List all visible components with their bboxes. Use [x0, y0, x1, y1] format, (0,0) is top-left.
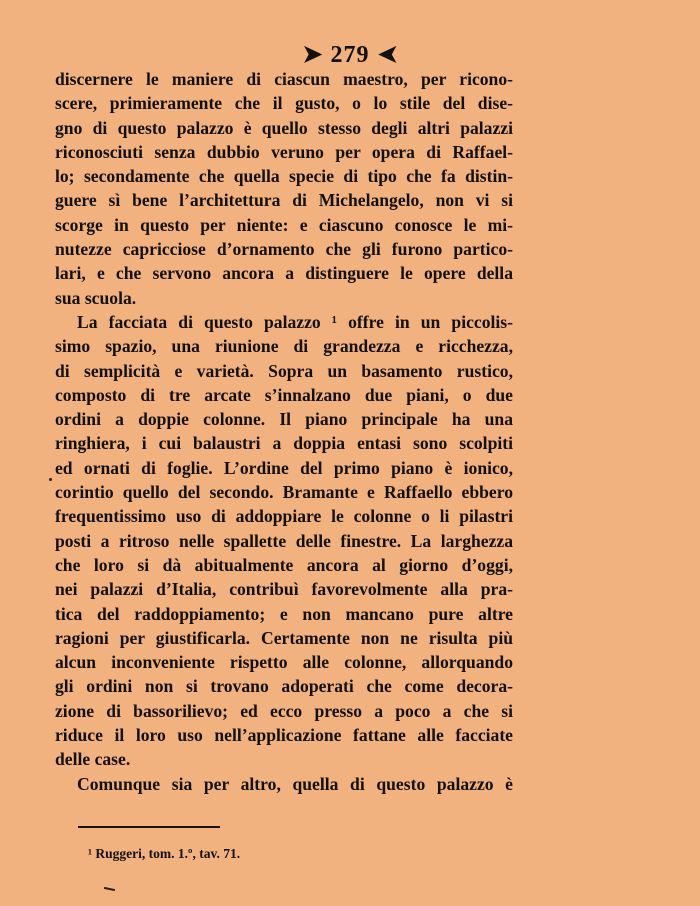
text-line: posti a ritroso nelle spallette delle finestre. La larghezza [55, 530, 513, 551]
text-line: lo; secondamente che quella specie di tipo che fa distin- [55, 166, 513, 187]
text-line: gli ordini non si trovano adoperati che come decora- [55, 676, 513, 697]
page-number-value: 279 [330, 42, 370, 68]
text-line: Comunque sia per altro, quella di questo palazzo è [77, 773, 513, 794]
text-line: tica del raddoppiamento; e non mancano pure altre [55, 603, 513, 624]
text-line: scorge in questo per niente: e ciascuno conosce le mi- [55, 214, 513, 235]
text-line: La facciata di questo palazzo ¹ offre in un piccolis- [77, 311, 513, 332]
text-line: composto di tre arcate s’innalzano due piani, o due [55, 384, 513, 405]
text-line: guere sì bene l’architettura di Michelangelo, non vi si [55, 190, 513, 211]
footnote: ¹ Ruggeri, tom. 1.º, tav. 71. [88, 846, 241, 861]
text-line: scere, primieramente che il gusto, o lo stile del dise- [55, 93, 513, 114]
text-line: simo spazio, una riunione di grandezza e ricchezza, [55, 336, 513, 357]
text-line: di semplicità e varietà. Sopra un basamento rustico, [55, 360, 513, 381]
text-line: ragioni per giustificarla. Certamente non ne risulta più [55, 627, 513, 648]
text-line: ed ornati di foglie. L’ordine del primo piano è ionico, [55, 457, 513, 478]
ink-speck [49, 478, 52, 481]
page-ornament-right: ➤ [376, 42, 398, 68]
footnote-divider [78, 826, 220, 828]
text-line: nei palazzi d’Italia, contribuì favorevolmente alla pra- [55, 579, 513, 600]
text-line: gno di questo palazzo è quello stesso degli altri palazzi [55, 117, 513, 138]
text-line: frequentissimo uso di addoppiare le colonne o li pilastri [55, 506, 513, 527]
text-line: riduce il loro uso nell’applicazione fattane alle facciate [55, 725, 513, 746]
body-text [55, 67, 513, 796]
text-line: ordini a doppie colonne. Il piano principale ha una [55, 409, 513, 430]
page-number [0, 40, 700, 69]
text-line: riconosciuti senza dubbio veruno per opera di Raffael- [55, 141, 513, 162]
text-line: corintio quello del secondo. Bramante e Raffaello ebbero [55, 482, 513, 503]
text-line: ringhiera, i cui balaustri a doppia entasi sono scolpiti [55, 433, 513, 454]
text-line: sua scuola. [55, 287, 137, 308]
text-line: che loro si dà abitualmente ancora al giorno d’oggi, [55, 554, 513, 575]
page-ornament-left: ➤ [302, 42, 324, 68]
text-line: alcun inconveniente rispetto alle colonne, allorquando [55, 652, 513, 673]
text-line: zione di bassorilievo; ed ecco presso a poco a che si [55, 700, 513, 721]
text-line: discernere le maniere di ciascun maestro, per ricono- [55, 69, 513, 89]
ink-mark [104, 887, 115, 891]
text-line: nutezze capricciose d’ornamento che gli furono partico- [55, 239, 513, 260]
text-line: delle case. [55, 749, 131, 770]
text-line: lari, e che servono ancora a distinguere le opere della [55, 263, 513, 284]
